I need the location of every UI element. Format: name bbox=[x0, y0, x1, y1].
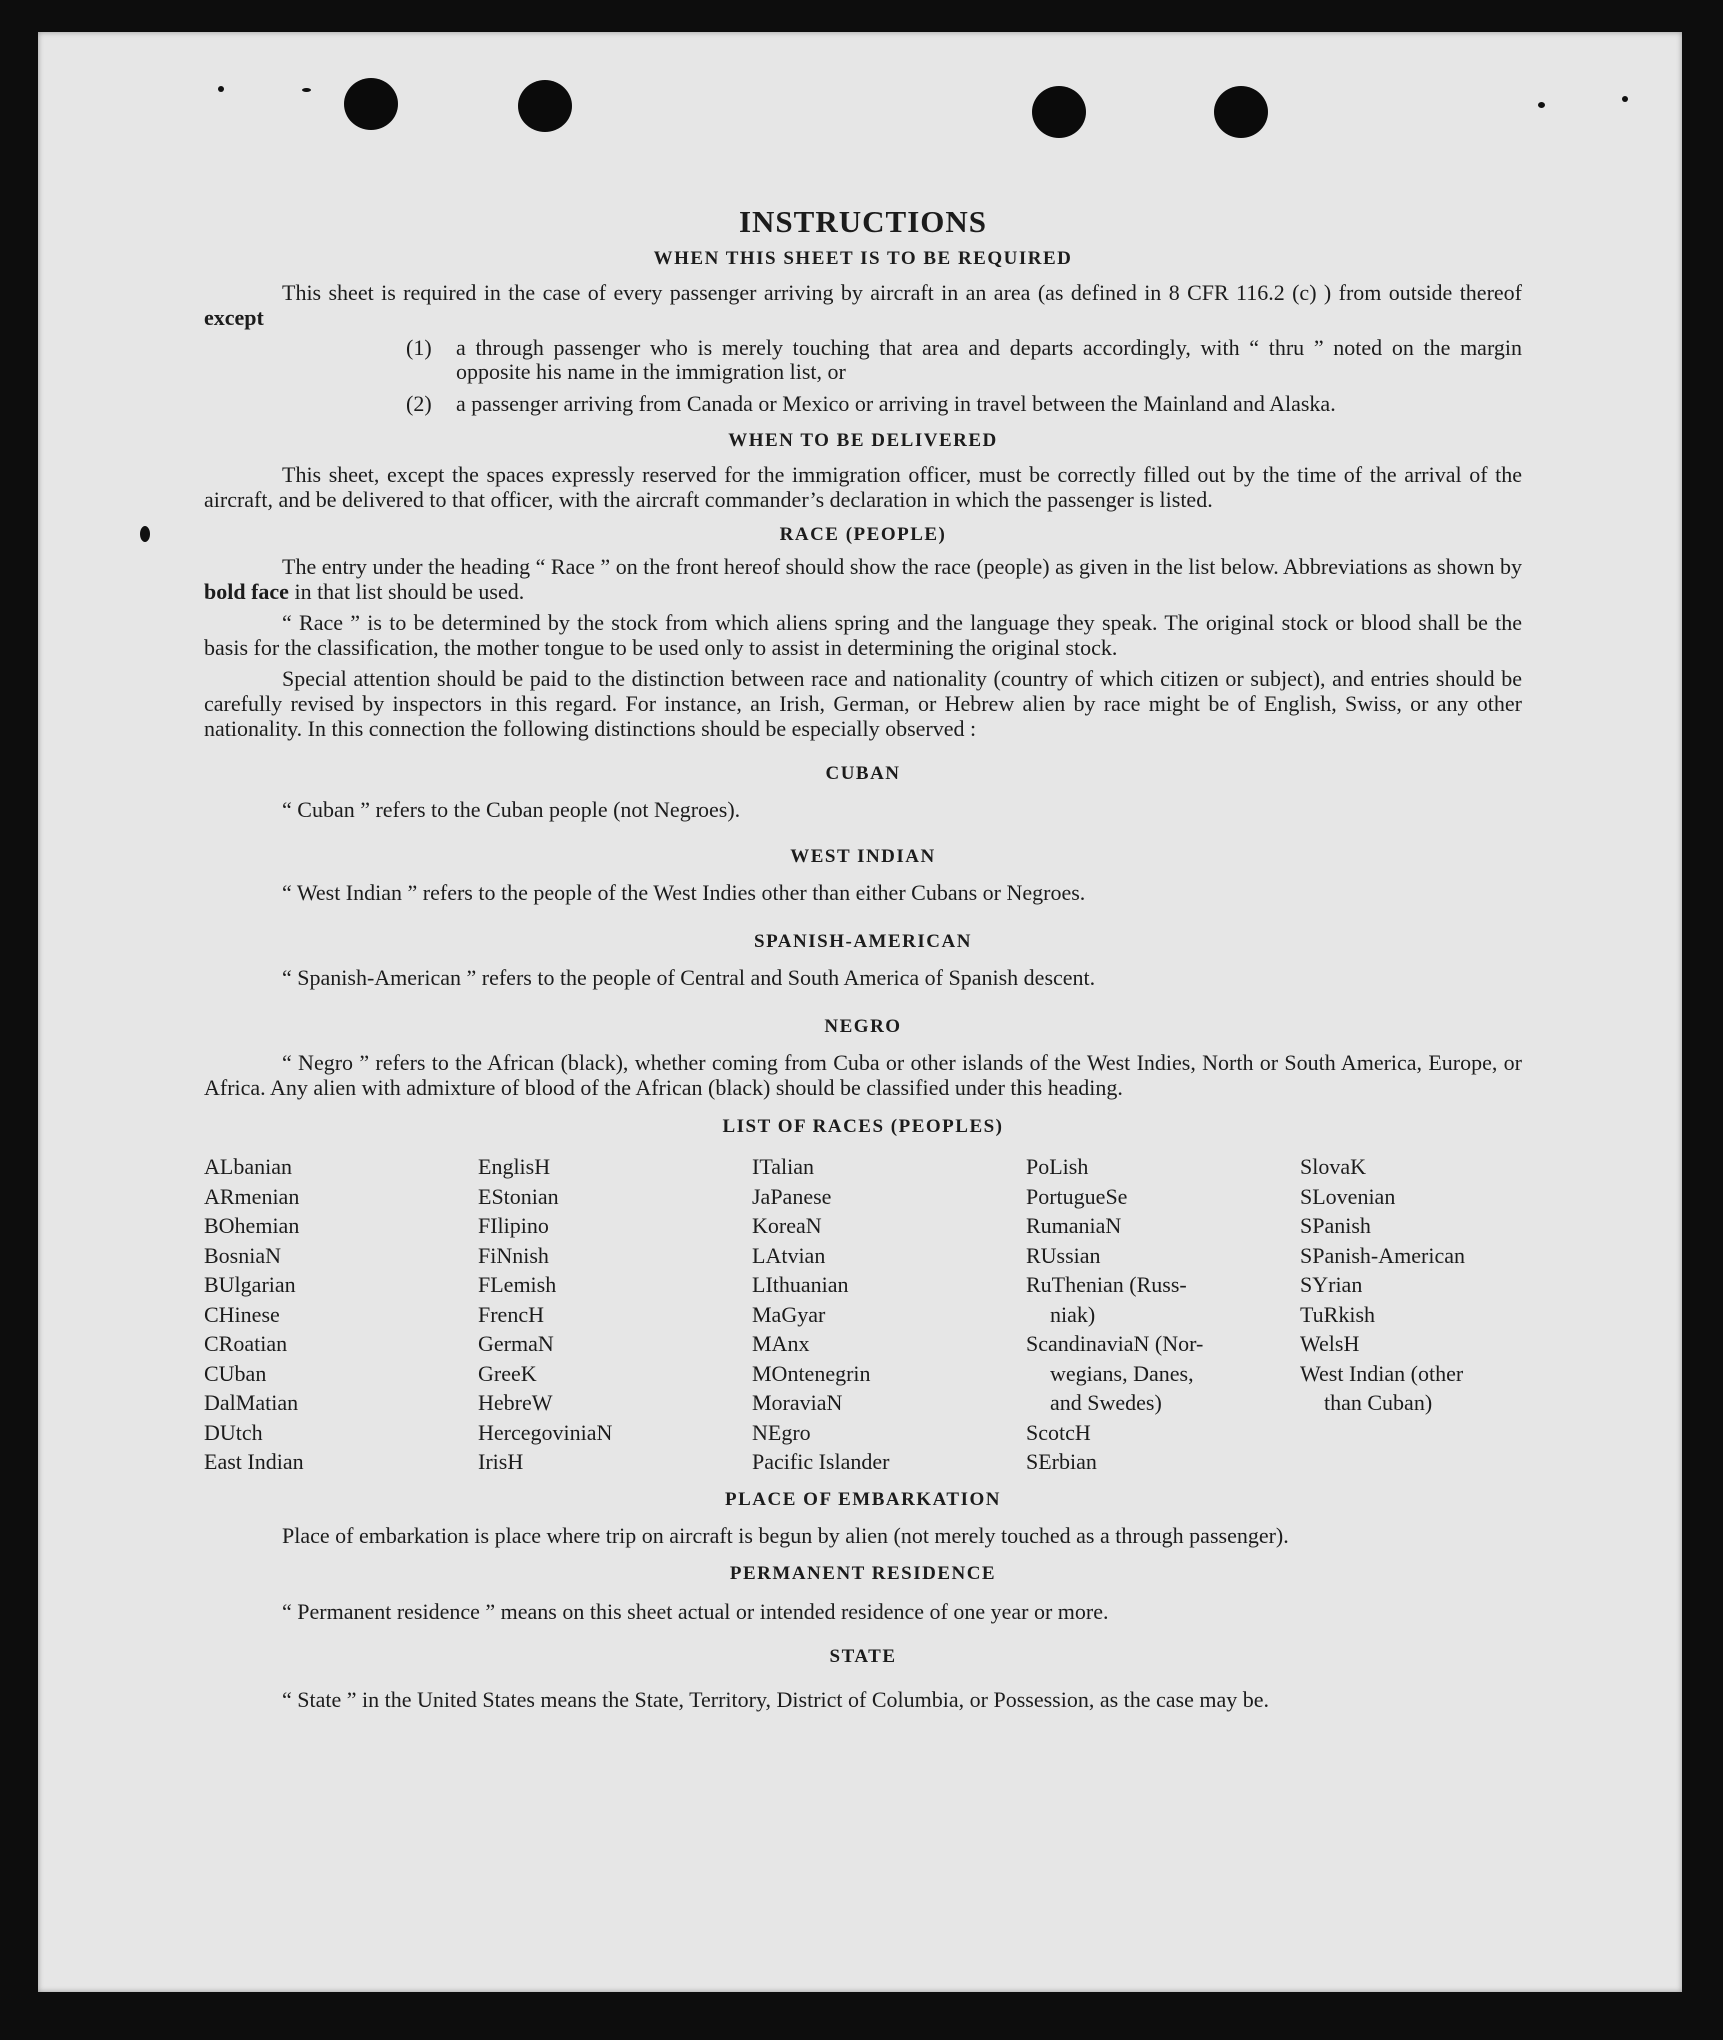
race-entry: MOntenegrin bbox=[752, 1360, 871, 1386]
race-p1-bold: bold face bbox=[204, 579, 289, 604]
race-entry: KoreaN bbox=[752, 1213, 822, 1238]
race-entry: wegians, Danes, bbox=[1050, 1360, 1194, 1386]
race-entry: HercegoviniaN bbox=[478, 1419, 613, 1445]
race-entry: FiNnish bbox=[478, 1242, 549, 1268]
race-entry: WelsH bbox=[1300, 1331, 1360, 1356]
race-entry: EnglisH bbox=[478, 1154, 551, 1179]
race-entry: than Cuban) bbox=[1324, 1390, 1433, 1415]
dust-speck bbox=[218, 86, 224, 92]
race-entry: PortugueSe bbox=[1026, 1183, 1128, 1209]
residence-text: “ Permanent residence ” means on this sheet actual or intended residence of one year or more. bbox=[282, 1598, 1109, 1624]
heading-when-delivered: WHEN TO BE DELIVERED bbox=[728, 430, 998, 451]
race-entry: EStonian bbox=[478, 1183, 559, 1209]
heading-embarkation: PLACE OF EMBARKATION bbox=[725, 1488, 1001, 1510]
punch-hole-3 bbox=[1032, 86, 1086, 138]
race-paragraph-2: “ Race ” is to be determined by the stock from which aliens spring and the language they speak. The original stock or blood shall be the basis for the classification, the mother tongue to be used only to assist in determining the original stock. bbox=[204, 610, 1522, 660]
race-entry: ITalian bbox=[752, 1154, 814, 1179]
race-entry: SlovaK bbox=[1300, 1154, 1366, 1179]
punch-hole-4 bbox=[1214, 86, 1268, 138]
race-entry: SPanish-American bbox=[1300, 1242, 1465, 1268]
race-entry: JaPanese bbox=[752, 1183, 832, 1209]
race-entry: LAtvian bbox=[752, 1242, 826, 1268]
exception-number: (1) bbox=[406, 335, 432, 360]
race-entry: BosniaN bbox=[204, 1242, 281, 1268]
race-entry: FIlipino bbox=[478, 1213, 549, 1238]
race-entry: BUlgarian bbox=[204, 1272, 296, 1297]
race-entry: GreeK bbox=[478, 1360, 537, 1386]
race-column bbox=[1300, 1152, 1574, 1477]
race-entry: SYrian bbox=[1300, 1272, 1363, 1297]
race-entry: IrisH bbox=[478, 1449, 524, 1474]
race-entry: CHinese bbox=[204, 1301, 280, 1327]
when-required-intro-text: This sheet is required in the case of every passenger arriving by aircraft in an area (as defined in 8 CFR 116.2 (c) ) from outside thereof bbox=[282, 280, 1522, 305]
heading-west-indian: WEST INDIAN bbox=[790, 846, 936, 867]
punch-hole-1 bbox=[344, 78, 398, 130]
race-entry: ARmenian bbox=[204, 1183, 300, 1209]
race-entry: RumaniaN bbox=[1026, 1213, 1122, 1238]
when-delivered-text: This sheet, except the spaces expressly reserved for the immigration officer, must be correctly filled out by the time of the arrival of the aircraft, and be delivered to that officer, with the aircraft commander’s declaration in which the passenger is listed. bbox=[204, 462, 1522, 512]
race-column bbox=[478, 1152, 752, 1477]
when-required-except: except bbox=[204, 305, 264, 330]
heading-when-required: WHEN THIS SHEET IS TO BE REQUIRED bbox=[653, 248, 1073, 269]
race-entry: ScandinaviaN (Nor- bbox=[1026, 1331, 1204, 1356]
punch-hole-2 bbox=[518, 80, 572, 132]
heading-list-of-races: LIST OF RACES (PEOPLES) bbox=[722, 1116, 1004, 1137]
dust-speck bbox=[302, 88, 311, 92]
instructions-content bbox=[204, 200, 1522, 1715]
race-entry: GermaN bbox=[478, 1331, 554, 1356]
dust-speck bbox=[1622, 96, 1628, 102]
race-entry: MaGyar bbox=[752, 1301, 826, 1327]
race-entry: SErbian bbox=[1026, 1449, 1097, 1474]
page-title: INSTRUCTIONS bbox=[738, 204, 987, 239]
race-entry: FLemish bbox=[478, 1272, 557, 1297]
race-entry: DUtch bbox=[204, 1419, 263, 1445]
negro-text: “ Negro ” refers to the African (black), whether coming from Cuba or other islands of the West Indies, North or South America, Europe, or Africa. Any alien with admixture of blood of the African (black) should be classified under this heading. bbox=[204, 1050, 1522, 1100]
race-entry: ALbanian bbox=[204, 1154, 292, 1179]
race-column bbox=[1026, 1152, 1300, 1477]
race-entry: West Indian (other bbox=[1300, 1360, 1464, 1386]
race-entry: CRoatian bbox=[204, 1331, 288, 1356]
race-entry: HebreW bbox=[478, 1390, 553, 1415]
race-entry: SPanish bbox=[1300, 1213, 1371, 1238]
race-entry: NEgro bbox=[752, 1419, 811, 1445]
heading-permanent-residence: PERMANENT RESIDENCE bbox=[729, 1562, 997, 1584]
exception-item-2 bbox=[406, 392, 1522, 416]
heading-cuban: CUBAN bbox=[825, 763, 901, 784]
race-entry: RUssian bbox=[1026, 1242, 1101, 1268]
heading-state: STATE bbox=[829, 1645, 897, 1667]
race-p1-end: in that list should be used. bbox=[294, 579, 525, 604]
west-indian-text: “ West Indian ” refers to the people of the West Indies other than either Cubans or Negroes. bbox=[282, 880, 1086, 905]
race-entry: ScotcH bbox=[1026, 1419, 1091, 1445]
embarkation-text: Place of embarkation is place where trip on aircraft is begun by alien (not merely touched as a through passenger). bbox=[282, 1522, 1289, 1548]
race-p1-start: The entry under the heading “ Race ” on the front hereof should show the race (people) as given in the list below. Abbreviations as shown by bbox=[282, 554, 1522, 579]
race-paragraph-3: Special attention should be paid to the distinction between race and nationality (country of which citizen or subject), and entries should be carefully revised by inspectors in this regard. For instance, an Irish, German, or Hebrew alien by race might be of English, Swiss, or any other nationality. In this connection the following distinctions should be especially observed : bbox=[204, 666, 1522, 741]
exception-text: a passenger arriving from Canada or Mexico or arriving in travel between the Mainland and Alaska. bbox=[456, 391, 1336, 416]
race-entry: BOhemian bbox=[204, 1213, 300, 1238]
race-column bbox=[752, 1152, 1026, 1477]
state-text: “ State ” in the United States means the State, Territory, District of Columbia, or Possession, as the case may be. bbox=[282, 1686, 1270, 1712]
exception-item-1 bbox=[406, 336, 1522, 384]
dust-speck bbox=[1538, 102, 1545, 108]
dust-speck bbox=[140, 526, 150, 542]
race-column bbox=[204, 1152, 478, 1477]
cuban-text: “ Cuban ” refers to the Cuban people (not Negroes). bbox=[282, 797, 741, 822]
spanish-american-text: “ Spanish-American ” refers to the people of Central and South America of Spanish descent. bbox=[282, 965, 1096, 990]
race-list bbox=[204, 1152, 1522, 1477]
race-entry: LIthuanian bbox=[752, 1272, 849, 1297]
heading-race: RACE (PEOPLE) bbox=[779, 524, 947, 545]
race-entry: MAnx bbox=[752, 1331, 810, 1356]
race-entry: DalMatian bbox=[204, 1390, 299, 1415]
document-sheet bbox=[38, 32, 1682, 1992]
race-entry: SLovenian bbox=[1300, 1183, 1396, 1209]
race-entry: FrencH bbox=[478, 1301, 544, 1327]
race-paragraph-1 bbox=[204, 554, 1522, 604]
when-required-intro bbox=[204, 280, 1522, 330]
race-entry: PoLish bbox=[1026, 1154, 1089, 1179]
exception-number: (2) bbox=[406, 391, 432, 416]
exception-text: a through passenger who is merely touching that area and departs accordingly, with “ thru ” noted on the margin opposite his name in the immigration list, or bbox=[456, 335, 1522, 384]
race-entry: TuRkish bbox=[1300, 1301, 1376, 1327]
race-entry: Pacific Islander bbox=[752, 1449, 890, 1474]
race-entry: RuThenian (Russ- bbox=[1026, 1272, 1187, 1297]
race-entry: East Indian bbox=[204, 1449, 304, 1474]
race-entry: and Swedes) bbox=[1050, 1390, 1162, 1415]
race-entry: MoraviaN bbox=[752, 1390, 843, 1415]
heading-spanish-american: SPANISH-AMERICAN bbox=[754, 931, 972, 952]
race-entry: CUban bbox=[204, 1360, 267, 1386]
race-entry: niak) bbox=[1050, 1301, 1096, 1327]
heading-negro: NEGRO bbox=[824, 1016, 902, 1037]
